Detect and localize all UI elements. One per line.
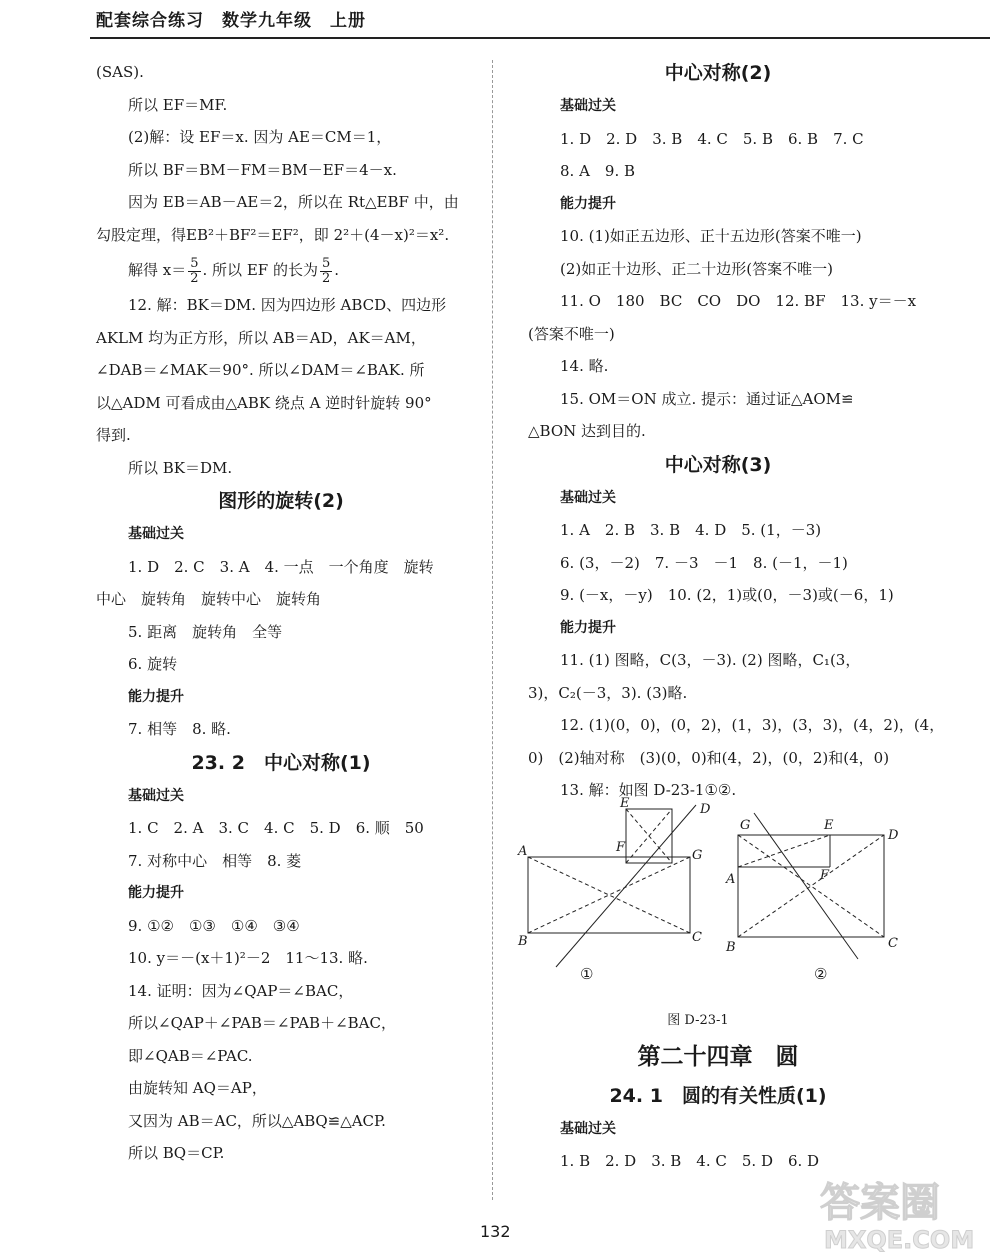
text-segment: 解得 x＝: [128, 261, 187, 279]
fig1-label-b: B: [518, 933, 528, 949]
section-heading: 图形的旋转(2): [218, 490, 344, 512]
text-line: 得到.: [96, 426, 131, 444]
fig1-number-label: ①: [580, 964, 594, 983]
right-column: [518, 56, 945, 1178]
subsection-heading: 基础过关: [560, 489, 616, 506]
text-line: 1. C 2. A 3. C 4. C 5. D 6. 顺 50: [128, 819, 424, 837]
section-heading: 中心对称(3): [664, 453, 772, 476]
fig1-label-f: F: [616, 839, 626, 855]
text-segment: . 所以 EF 的长为: [202, 261, 318, 279]
text-line: 8. A 9. B: [560, 162, 636, 180]
page-number: 132: [480, 1222, 511, 1241]
text-line: 14. 证明：因为∠QAP＝∠BAC，: [128, 981, 354, 1000]
subsection-heading: 基础过关: [560, 98, 616, 114]
fig1-rectangle-abcd: [528, 857, 690, 933]
text-line: 中心 旋转角 旋转中心 旋转角: [96, 590, 322, 608]
text-line: 由旋转知 AQ＝AP，: [128, 1079, 267, 1097]
text-line: 12. (1)(0，0)，(0，2)，(1，3)，(3，3)，(4，2)，(4，: [560, 716, 945, 734]
text-line: (2)如正十边形、正二十边形(答案不唯一): [560, 259, 833, 278]
fig2-label-g: G: [740, 817, 751, 833]
fig2-label-d: D: [888, 827, 899, 843]
fig1-label-e: E: [620, 795, 630, 811]
watermark-logo: [816, 1168, 996, 1254]
text-line: 11. (1) 图略，C(3，－3). (2) 图略，C₁(3，: [560, 651, 861, 669]
text-line: AKLM 均为正方形，所以 AB＝AD，AK＝AM，: [96, 328, 426, 347]
text-line: (答案不唯一): [528, 324, 615, 343]
text-line: 13. 解：如图 D-23-1①②.: [560, 781, 737, 799]
text-line: 0) (2)轴对称 (3)(0，0)和(4，2)，(0，2)和(4，0): [528, 748, 890, 767]
figure-2: [738, 813, 884, 959]
text-line: 1. D 2. D 3. B 4. C 5. B 6. B 7. C: [560, 129, 864, 148]
fig2-rectangle-abcd: [738, 835, 884, 937]
geometry-figure: [518, 795, 908, 1007]
text-line: 所以∠QAP＋∠PAB＝∠PAB＋∠BAC，: [128, 1014, 396, 1032]
figure-1: [528, 805, 696, 967]
text-line: 即∠QAB＝∠PAC.: [128, 1046, 253, 1065]
fig1-label-g: G: [692, 847, 703, 863]
section-heading: 24. 1 圆的有关性质(1): [609, 1084, 827, 1107]
fig2-dashed-diagonal: [738, 835, 884, 937]
text-line: 因为 EB＝AB－AE＝2，所以在 Rt△EBF 中，由: [128, 193, 459, 211]
fraction-denominator: 2: [321, 270, 331, 286]
text-line: 所以 BF＝BM－FM＝BM－EF＝4－x.: [128, 160, 397, 179]
figure-svg: [518, 795, 908, 1007]
text-line: 11. O 180 BC CO DO 12. BF 13. y＝－x: [560, 292, 917, 310]
text-line: 所以 EF＝MF.: [128, 95, 228, 114]
text-segment: .: [334, 261, 340, 279]
section-heading: 中心对称(2): [664, 62, 772, 84]
text-line-with-fraction: [96, 251, 466, 289]
text-line: 又因为 AB＝AC，所以△ABQ≌△ACP.: [128, 1111, 386, 1130]
fraction-numerator: 5: [321, 255, 331, 271]
watermark-text: 答案圈: [820, 1180, 940, 1226]
subsection-heading: 能力提升: [128, 688, 184, 705]
text-line: 3)，C₂(－3，3). (3)略.: [528, 683, 688, 702]
text-line: 10. (1)如正五边形、正十五边形(答案不唯一): [560, 227, 862, 245]
text-line: 6. (3，－2) 7. －3 －1 8. (－1，－1): [560, 553, 848, 572]
text-line: 1. B 2. D 3. B 4. C 5. D 6. D: [560, 1152, 820, 1170]
text-line: 7. 相等 8. 略.: [128, 720, 231, 738]
subsection-heading: 基础过关: [128, 787, 184, 804]
column-divider: [492, 60, 493, 1200]
text-line: △BON 达到目的.: [528, 422, 646, 440]
fig2-label-e: E: [824, 817, 834, 833]
subsection-heading: 能力提升: [560, 619, 616, 636]
text-line: 6. 旋转: [128, 655, 178, 673]
text-line: ∠DAB＝∠MAK＝90°. 所以∠DAM＝∠BAK. 所: [96, 361, 425, 379]
text-line: 1. A 2. B 3. B 4. D 5. (1，－3): [560, 521, 822, 539]
text-line: (SAS).: [96, 63, 144, 81]
page-header: 配套综合练习 数学九年级 上册: [96, 11, 366, 31]
text-line: 15. OM＝ON 成立. 提示：通过证△AOM≌: [560, 389, 854, 408]
chapter-heading: 第二十四章 圆: [637, 1043, 799, 1070]
fraction: [320, 257, 332, 286]
watermark-domain: MXQE.COM: [824, 1226, 975, 1254]
fig2-dashed-diagonal: [738, 835, 830, 867]
subsection-heading: 能力提升: [128, 885, 184, 901]
text-line: 勾股定理，得EB²＋BF²＝EF²，即 2²＋(4－x)²＝x².: [96, 225, 450, 244]
text-line: 以△ADM 可看成由△ABK 绕点 A 逆时针旋转 90°: [96, 393, 432, 412]
subsection-heading: 基础过关: [560, 1120, 616, 1137]
section-heading: 23. 2 中心对称(1): [191, 751, 371, 774]
subsection-heading: 能力提升: [560, 195, 616, 212]
text-line: 10. y＝－(x＋1)²－2 11～13. 略.: [128, 949, 368, 967]
text-line: 5. 距离 旋转角 全等: [128, 622, 283, 641]
fig1-dashed-diagonal: [528, 857, 690, 933]
text-line: 12. 解：BK＝DM. 因为四边形 ABCD、四边形: [128, 296, 447, 314]
text-line: 9. ①② ①③ ①④ ③④: [128, 916, 300, 935]
text-line: 14. 略.: [560, 357, 609, 375]
text-line: 所以 BQ＝CP.: [128, 1144, 225, 1162]
fig2-label-f: F: [820, 867, 830, 883]
fig2-label-b: B: [726, 939, 736, 955]
fig1-label-d: D: [700, 801, 711, 817]
fig1-dashed-diagonal: [528, 857, 690, 933]
fig1-label-a: A: [518, 843, 528, 859]
fraction: [188, 257, 200, 286]
text-line: (2)解：设 EF＝x. 因为 AE＝CM＝1，: [128, 128, 392, 146]
header-rule: [90, 37, 990, 39]
fig2-number-label: ②: [814, 964, 828, 983]
text-line: 7. 对称中心 相等 8. 菱: [128, 851, 302, 870]
fig1-label-c: C: [692, 929, 702, 945]
left-column: [96, 56, 466, 1170]
text-line: 所以 BK＝DM.: [128, 458, 233, 477]
figure-caption: 图 D-23-1: [667, 1012, 729, 1028]
text-line: 1. D 2. C 3. A 4. 一点 一个角度 旋转: [128, 557, 434, 576]
subsection-heading: 基础过关: [128, 526, 184, 542]
fig2-label-a: A: [726, 871, 736, 887]
text-line: 9. (－x，－y) 10. (2，1)或(0，－3)或(－6，1): [560, 586, 894, 604]
fraction-numerator: 5: [190, 255, 199, 271]
figure-1-labels: [517, 796, 711, 983]
fig2-dashed-diagonal: [738, 835, 884, 937]
fraction-denominator: 2: [190, 270, 199, 286]
fig2-label-c: C: [888, 935, 898, 951]
